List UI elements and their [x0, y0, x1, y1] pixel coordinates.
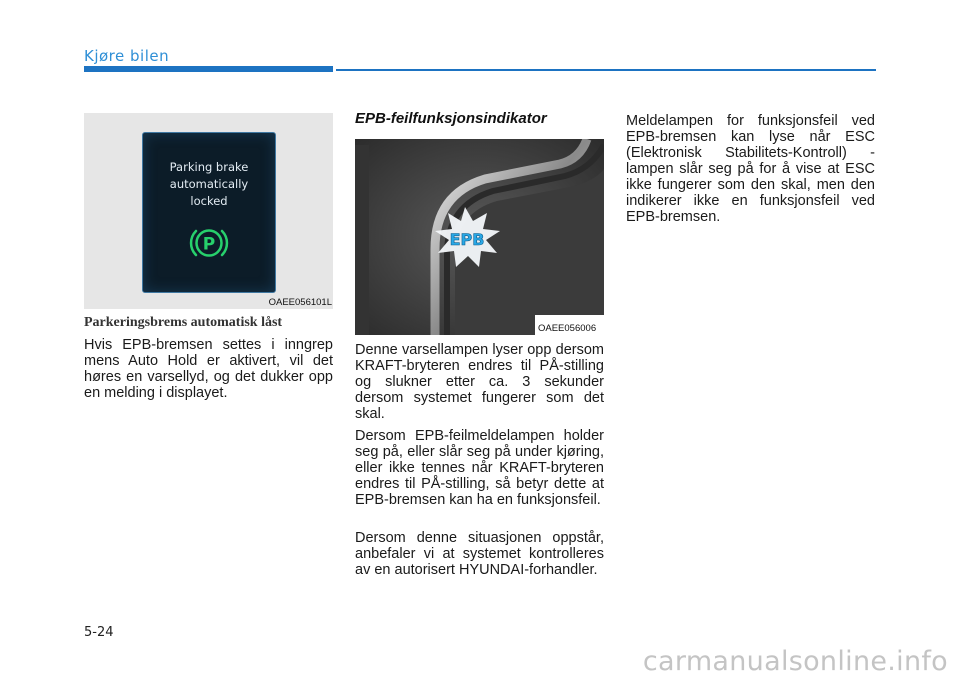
section-title: Kjøre bilen: [84, 47, 170, 65]
panel-message-line-1: Parking brake: [169, 160, 249, 174]
cluster-display-panel: [142, 132, 276, 293]
figure-epb-gauge: [355, 139, 604, 335]
parking-brake-icon: [189, 223, 229, 263]
page-number: 5-24: [84, 625, 114, 640]
paragraph-esc-note: Meldelampen for funksjonsfeil ved EPB-bremsen kan lyse når ESC (Elektronisk Stabilitets-Kontroll) -lampen slår seg på for å vise at ESC ikke fungerer som den skal, men den indikerer ikke en funksjonsfeil ved EPB-bremsen.: [626, 113, 875, 225]
paragraph-indicator-on: Denne varsellampen lyser opp dersom KRAFT-bryteren endres til PÅ-stilling og slukner etter ca. 3 sekunder dersom systemet fungerer som det skal.: [355, 342, 604, 422]
paragraph-indicator-fault: Dersom EPB-feilmeldelampen holder seg på, eller slår seg på under kjøring, eller ikke tennes når KRAFT-bryteren endres til PÅ-stilling, så betyr dette at EPB-bremsen kan ha en funksjonsfeil.: [355, 428, 604, 508]
panel-message-line-2: automatically: [169, 177, 249, 191]
paragraph-dealer-check: Dersom denne situasjonen oppstår, anbefaler vi at systemet kontrolleres av en autorisert HYUNDAI-forhandler.: [355, 530, 604, 578]
figure-code-1: OAEE056101L: [268, 297, 332, 308]
watermark: carmanualsonline.info: [642, 646, 948, 677]
figure-code-2: OAEE056006: [538, 323, 597, 334]
paragraph-auto-locked: Hvis EPB-bremsen settes i inngrep mens Auto Hold er aktivert, vil det høres en varsellyd, og det dukker opp en melding i displayet.: [84, 337, 333, 401]
gauge-illustration: [355, 139, 604, 335]
epb-badge-text: EPB: [449, 230, 485, 249]
figure-cluster-message: [84, 113, 333, 309]
parking-brake-icon-letter: P: [202, 234, 216, 255]
heading-epb-indicator: EPB-feilfunksjonsindikator: [355, 110, 547, 127]
header-rule-thick: [84, 66, 333, 72]
panel-message-line-3: locked: [190, 194, 228, 208]
heading-auto-locked: Parkeringsbrems automatisk låst: [84, 315, 283, 330]
panel-message: [143, 159, 275, 210]
header-rule-thin: [336, 69, 876, 71]
